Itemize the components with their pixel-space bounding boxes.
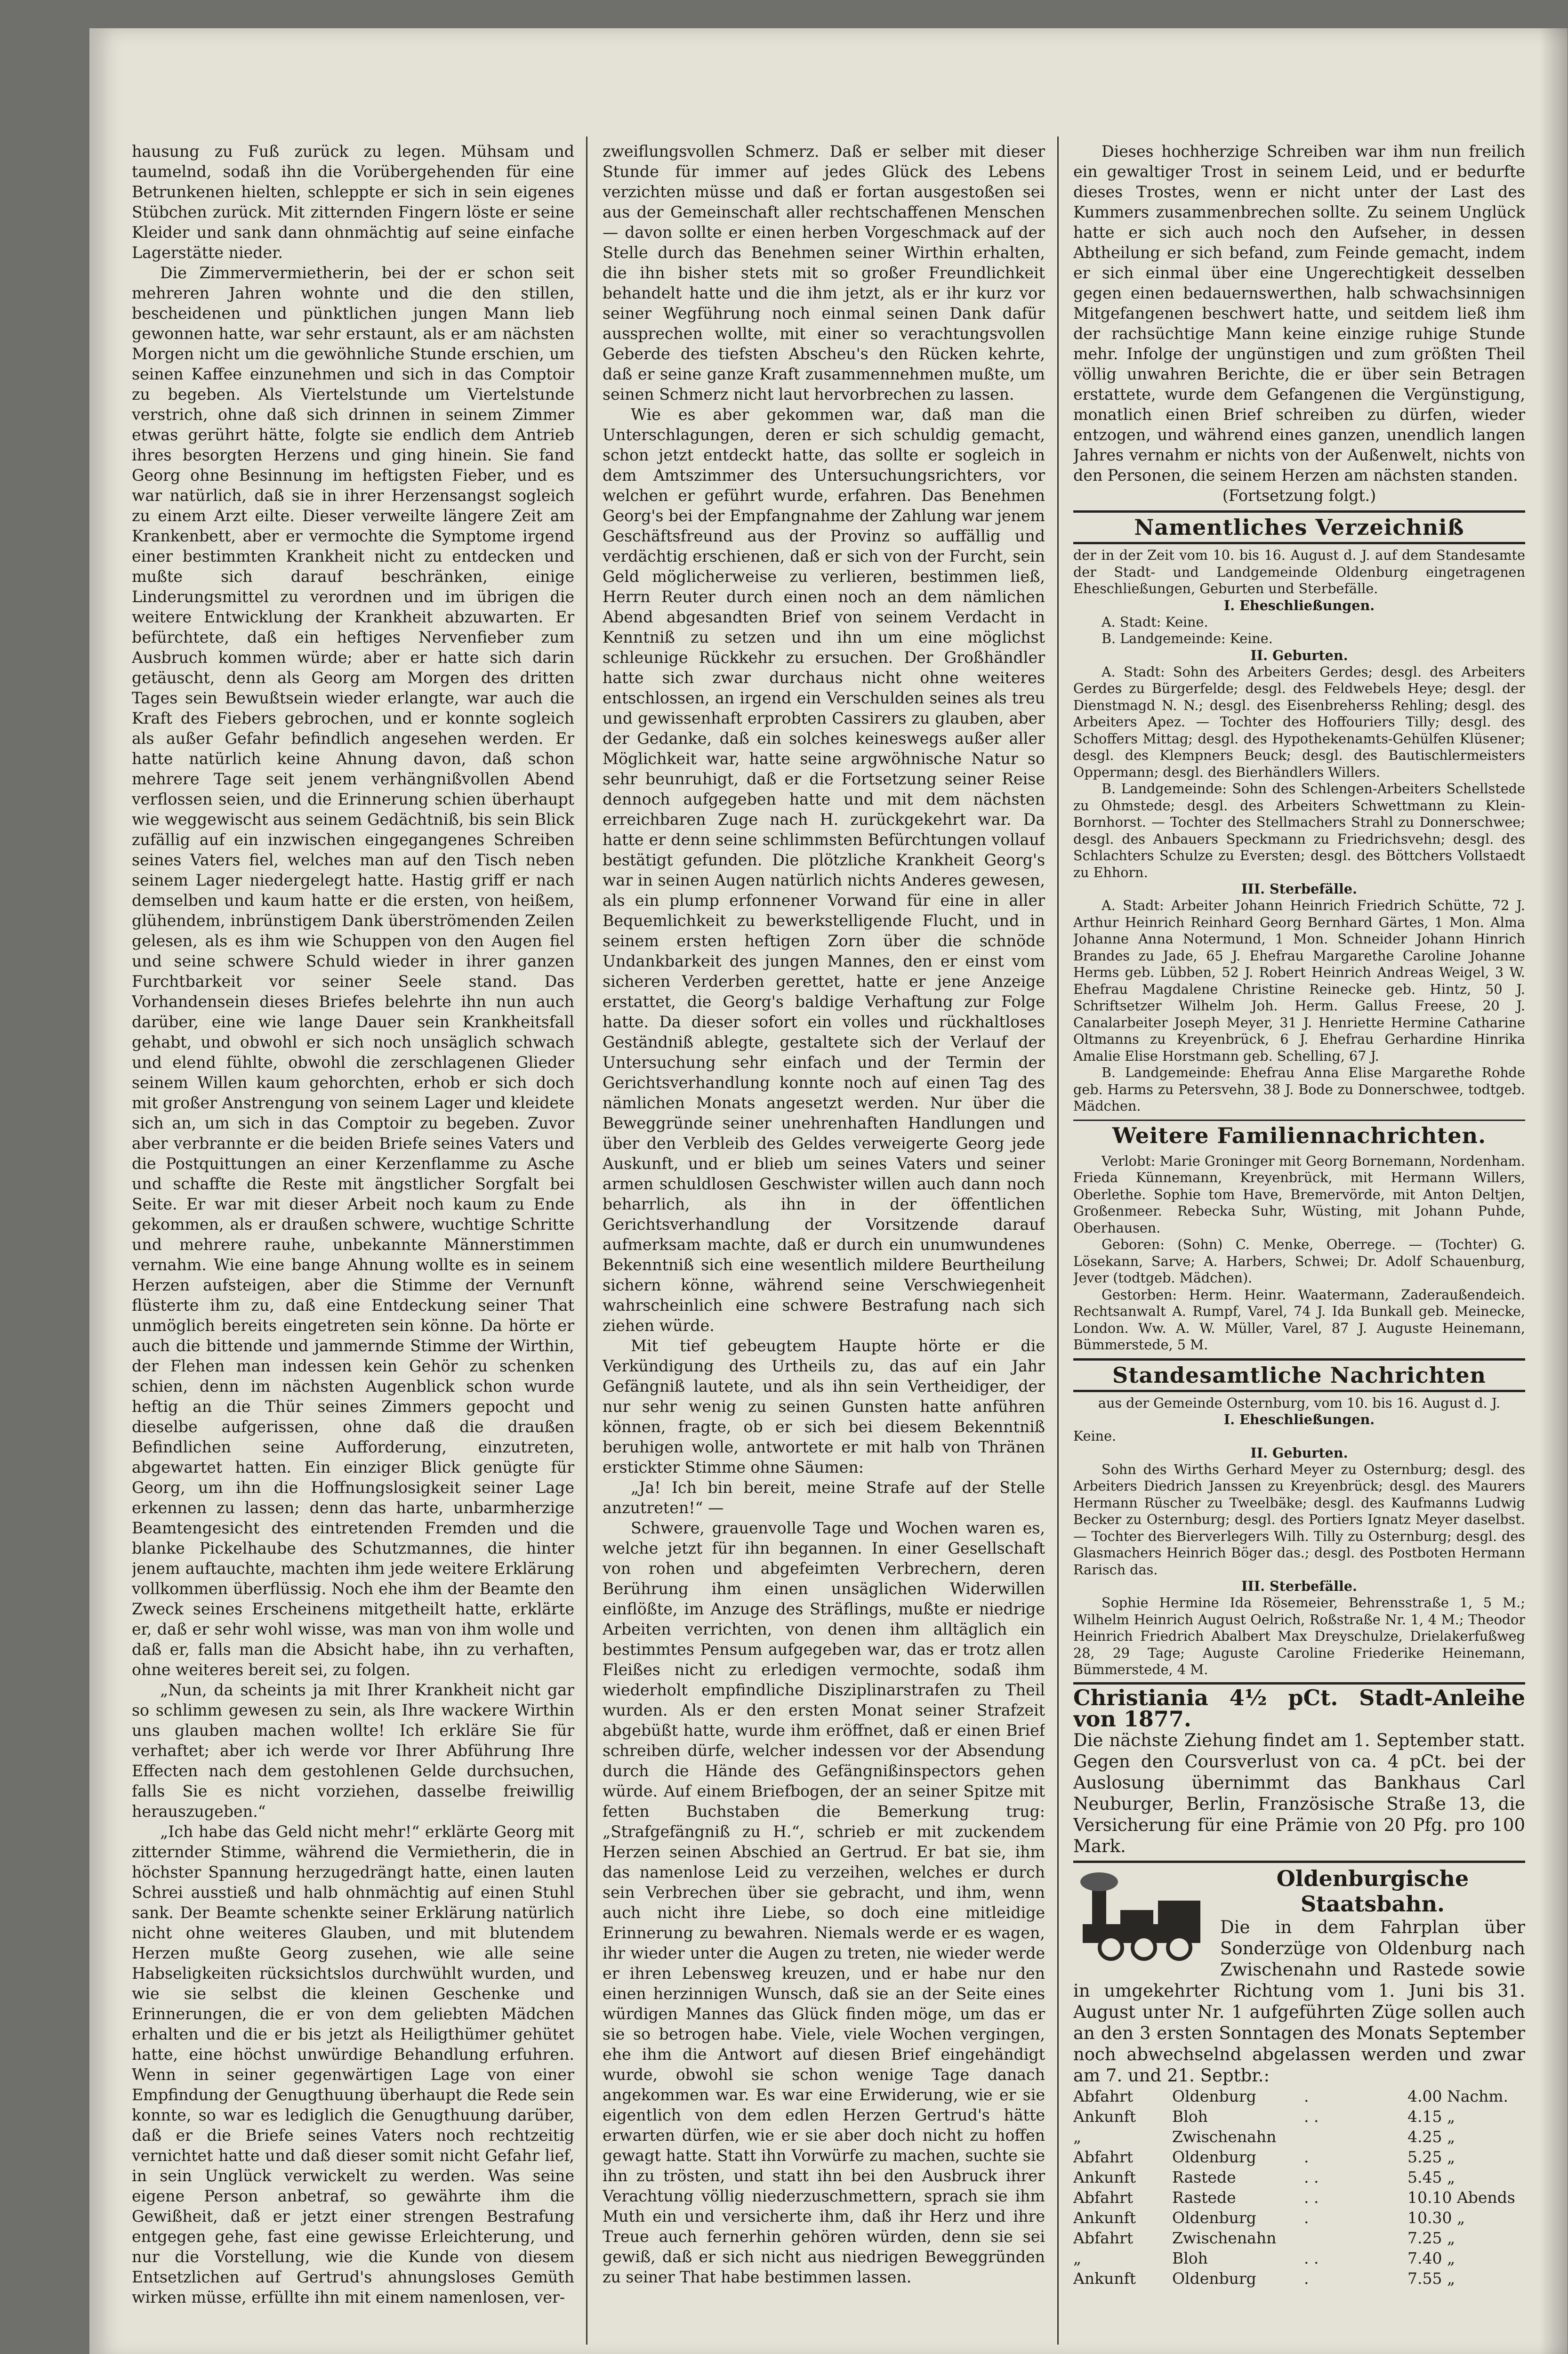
timetable-cell: 7.25 „ [1407, 2228, 1455, 2247]
page-fold-shadow [1539, 28, 1568, 2354]
register-entry: Sohn des Wirths Gerhard Meyer zu Osternburg; desgl. des Arbeiters Diedrich Janssen zu Kreyenbrück; desgl. des Maurers Hermann Rüscher zu Tweelbäke; desgl. des Kaufmanns Ludwig Becker zu Osternburg; desgl. des Portiers Ignatz Meyer daselbst. — Tochter des Bierverlegers Wilh. Tilly zu Osternburg; desgl. des Glasmachers Heinrich Böger das.; desgl. des Postboten Hermann Rarisch das. [1073, 1461, 1525, 1578]
paragraph: Schwere, grauenvolle Tage und Wochen waren es, welche jetzt für ihn begannen. In einer Gesellschaft von rohen und abgefeimten Verbrechern, deren Berührung ihm einen unsäglichen Widerwillen einflößte, im Anzuge des Sträflings, mußte er niedrige Arbeiten verrichten, von denen ihm alltäglich ein bestimmtes Pensum aufgegeben war, das er trotz allen Fleißes nicht zu erledigen vermochte, sodaß ihm wiederholt empfindliche Disziplinarstrafen zu Theil wurden. Als er den ersten Monat seiner Strafzeit abgebüßt hatte, wurde ihm eröffnet, daß er einen Brief schreiben dürfe, welcher indessen vor der Absendung durch die Hände des Gefängnißinspectors gehen würde. Auf einem Briefbogen, der an seiner Spitze mit fetten Buchstaben die Bemerkung trug: „Strafgefängniß zu H.“, schrieb er mit zuckendem Herzen seinen Abschied an Gertrud. Er bat sie, ihm das namenlose Leid zu verzeihen, welches er durch sein Verbrechen über sie gebracht, und ihm, wenn auch nicht ihre Liebe, so doch eine mitleidige Erinnerung zu bewahren. Niemals werde er es wagen, ihr wieder unter die Augen zu treten, nie wieder werde er ihren Lebensweg kreuzen, und er habe nur den einen herzinnigen Wunsch, daß sie an der Seite eines würdigen Mannes das Glück finden möge, um das er sie so betrogen habe. Viele, viele Wochen vergingen, ehe ihm die Antwort auf diesen Brief eingehändigt wurde, obwohl sie schon wenige Tage danach angekommen war. Es war eine Erwiderung, wie er sie eigentlich von dem edlen Herzen Gertrud's hätte erwarten dürfen, wie er sie aber doch nicht zu hoffen gewagt hatte. Statt ihn Vorwürfe zu machen, suchte sie ihn zu trösten, und statt ihn bei den Ausbruck ihrer Verachtung völlig niederzuschmettern, sprach sie ihm Muth ein und versicherte ihm, daß ihr Herz und ihre Treue auch fernerhin gehören würden, denn sie sei gewiß, daß er sich nicht aus niedrigen Beweggründen zu seiner That habe bestimmen lassen. [603, 1519, 1045, 2286]
section-heading: III. Sterbefälle. [1241, 1578, 1358, 1594]
timetable-cell: . [1304, 2269, 1309, 2288]
timetable-cell: 4.15 „ [1407, 2107, 1455, 2126]
timetable-cell: Ankunft [1073, 2107, 1136, 2126]
column-rule [1057, 137, 1059, 2345]
timetable-cell: . . [1304, 2249, 1319, 2267]
ad-headline: Oldenburgische Staatsbahn. [1276, 1865, 1469, 1917]
register-entry: A. Stadt: Keine. [1102, 613, 1208, 630]
timetable-cell: Bloh [1172, 2249, 1208, 2267]
family-news-entry: Gestorben: Herm. Heinr. Waatermann, Zaderaußendeich. Rechtsanwalt A. Rumpf, Varel, 74 J. Ida Bunkall geb. Meinecke, London. Ww. A. W. Müller, Varel, 87 J. Auguste Heinemann, Bümmerstede, 5 M. [1073, 1286, 1525, 1353]
timetable-cell: 10.10 Abends [1407, 2188, 1515, 2207]
timetable-cell: Oldenburg [1172, 2147, 1256, 2166]
register-entry: B. Landgemeinde: Keine. [1102, 630, 1273, 646]
locomotive-icon [1073, 1868, 1214, 1962]
paragraph: Die Zimmervermietherin, bei der er schon seit mehreren Jahren wohnte und die den stillen, bescheidenen und pünktlichen jungen Mann lieb gewonnen hatte, war sehr erstaunt, als er am nächsten Morgen nicht um die gewöhnliche Stunde erschien, um seinen Kaffee einzunehmen und sich in das Comptoir zu begeben. Als Viertelstunde um Viertelstunde verstrich, ohne daß sich drinnen in seinem Zimmer etwas gerührt hätte, folgte sie endlich dem Antrieb ihres besorgten Herzens und ging hinein. Sie fand Georg ohne Besinnung im heftigsten Fieber, und es war natürlich, daß sie in ihrer Herzensangst sogleich zu einem Arzt eilte. Dieser verweilte längere Zeit am Krankenbett, aber er vermochte die Symptome irgend einer bestimmten Krankheit nicht zu entdecken und mußte sich darauf beschränken, einige Linderungsmittel zu verordnen und im übrigen die weitere Entwicklung der Krankheit abzuwarten. Er befürchtete, daß ein heftiges Nervenfieber zum Ausbruch kommen würde; aber er hatte sich darin getäuscht, denn als Georg am Morgen des dritten Tages sein Bewußtsein wieder erlangte, war auch die Kraft des Fiebers gebrochen, und er konnte sogleich als außer Gefahr befindlich angesehen werden. Er hatte natürlich keine Ahnung davon, daß schon mehrere Tage seit jenem verhängnißvollen Abend verflossen seien, und die Erinnerung schien überhaupt wie weggewischt aus seinem Gedächtniß, bis sein Blick zufällig auf ein inzwischen eingegangenes Schreiben seines Vaters fiel, welches man auf den Tisch neben seinem Lager niedergelegt hatte. Hastig griff er nach demselben und kaum hatte er die ersten, von heißem, glühendem, inbrünstigem Dank überströmenden Zeilen gelesen, als es ihm wie Schuppen von den Augen fiel und seine schwere Schuld wieder in ihrer ganzen Furchtbarkeit vor seiner Seele stand. Das Vorhandensein dieses Briefes belehrte ihn nun auch darüber, eine wie lange Dauer sein Krankheitsfall gehabt, und obwohl er sich noch unsäglich schwach und elend fühlte, obwohl die zerschlagenen Glieder seinem Willen kaum gehorchten, erhob er sich doch mit großer Anstrengung von seinem Lager und kleidete sich an, um sich in das Comptoir zu begeben. Zuvor aber verbrannte er die beiden Briefe seines Vaters und die Postquittungen an einer Kerzenflamme zu Asche und schaffte die Reste mit ängstlicher Sorgfalt bei Seite. Er war mit dieser Arbeit noch kaum zu Ende gekommen, als er draußen schwere, wuchtige Schritte und mehrere rauhe, unbekannte Männerstimmen vernahm. Wie eine bange Ahnung wollte es in seinem Herzen aufsteigen, aber die Stimme der Vernunft flüsterte ihm zu, daß eine Entdeckung seiner That unmöglich bereits eingetreten sein könne. Da hörte er auch die bittende und jammernde Stimme der Wirthin, der Flehen man indessen kein Gehör zu schenken schien, denn im nächsten Augenblick schon wurde heftig an die Thür seines Zimmers gepocht und dieselbe aufgerissen, ohne daß die draußen Befindlichen seine Aufforderung, einzutreten, abgewartet hatten. Ein einziger Blick genügte für Georg, um ihn die Hoffnungslosigkeit seiner Lage erkennen zu lassen; denn das harte, unbarmherzige Beamtengesicht des eintretenden Fremden und die blanke Pickelhaube des Schutzmannes, die hinter jenem auftauchte, machten ihm jede weitere Erklärung vollkommen überflüssig. Noch ehe ihm der Beamte den Zweck seines Erscheinens mitgetheilt hatte, erklärte er, daß er sehr wohl wisse, was man von ihm wolle und daß er, falls man die Absicht habe, ihn zu verhaften, ohne weiteres bereit sei, zu folgen. [132, 264, 574, 1679]
continuation-note: (Fortsetzung folgt.) [1222, 486, 1376, 505]
advertisement-christiania [1073, 1682, 1525, 1857]
paragraph: „Ich habe das Geld nicht mehr!“ erklärte Georg mit zitternder Stimme, während die Vermietherin, die in höchster Spannung herzugedrängt hatte, einen lauten Schrei ausstieß und halb ohnmächtig auf einen Stuhl sank. Der Beamte schenkte seiner Erklärung natürlich nicht ohne weiteres Glauben, und mit blutendem Herzen mußte Georg zusehen, wie alle seine Habseligkeiten rücksichtslos durchwühlt wurden, und wie sie selbst die kleinen Geschenke und Erinnerungen, die er von dem geliebten Mädchen erhalten und die er bis jetzt als Heiligthümer gehütet hatte, eine höchst unwürdige Behandlung erfuhren. Wenn in seiner gegenwärtigen Lage von einer Empfindung der Genugthuung überhaupt die Rede sein konnte, so war es lediglich die Genugthuung darüber, daß er die Briefe seines Vaters noch rechtzeitig vernichtet hatte und daß dieser somit nicht Gefahr lief, in sein Unglück verwickelt zu werden. Was seine eigene Person anbetraf, so gewährte ihm die Gewißheit, daß er jetzt einer strengen Bestrafung entgegen gehe, fast eine gewisse Erleichterung, und nur die Vorstellung, wie die Kunde von diesem Entsetzlichen auf Gertrud's ahnungsloses Gemüth wirken müsse, erfüllte ihn mit einem namenlosen, ver- [132, 1822, 574, 2306]
register-entry: Sophie Hermine Ida Rösemeier, Behrensstraße 1, 5 M.; Wilhelm Heinrich August Oelrich, Roßstraße Nr. 1, 4 M.; Theodor Heinrich Friedrich Abalbert Max Dreyschulze, Drielakerfußweg 28, 29 Tage; Auguste Caroline Friederike Heinemann, Bümmerstede, 4 M. [1073, 1595, 1525, 1677]
section-heading: III. Sterbefälle. [1241, 881, 1358, 897]
timetable-cell: . . [1304, 2107, 1319, 2126]
newspaper-page [89, 28, 1568, 2354]
timetable-cell: Oldenburg [1172, 2087, 1256, 2105]
register-entry: A. Stadt: Sohn des Arbeiters Gerdes; desgl. des Arbeiters Gerdes zu Bürgerfelde; desgl. des Feldwebels Heye; desgl. der Dienstmagd N. N.; desgl. des Eisenbreherss Rehling; desgl. des Arbeiters Apez. — Tochter des Hoffouriers Tilly; desgl. des Schoffers Mittag; desgl. des Hypothekenamts-Gehülfen Klüsener; desgl. des Klempners Beuck; desgl. des Bautischlermeisters Oppermann; desgl. des Bierhändlers Willers. [1073, 663, 1525, 780]
timetable-cell: Ankunft [1073, 2269, 1136, 2288]
timetable-cell: 4.25 „ [1407, 2127, 1455, 2146]
timetable-cell: . [1304, 2087, 1309, 2105]
timetable-cell: Bloh [1172, 2107, 1208, 2126]
register-entry: B. Landgemeinde: Ehefrau Anna Elise Margarethe Rohde geb. Harms zu Petersvehn, 38 J. Bode zu Donnerschwee, todtgeb. Mädchen. [1073, 1064, 1525, 1114]
register-entry: Keine. [1073, 1428, 1117, 1444]
paragraph: „Nun, da scheints ja mit Ihrer Krankheit nicht gar so schlimm gewesen zu sein, als Ihre wackere Wirthin uns glauben machen wollte! Ich erkläre Sie für verhaftet; aber ich werde vor Ihrer Abführung Ihre Effecten nach dem gestohlenen Gelde durchsuchen, falls Sie es nicht vorziehen, dasselbe freiwillig herauszugeben.“ [132, 1681, 574, 1821]
timetable-cell: Oldenburg [1172, 2269, 1256, 2288]
osternburg-subheading: aus der Gemeinde Osternburg, vom 10. bis 16. August d. J. [1098, 1395, 1501, 1411]
section-heading: II. Geburten. [1250, 647, 1348, 663]
timetable-cell: Abfahrt [1073, 2147, 1134, 2166]
ad-headline: Christiania 4½ pCt. Stadt-Anleihe von 1877. [1073, 1685, 1525, 1732]
family-news-heading: Weitere Familiennachrichten. [1073, 1120, 1525, 1150]
timetable-cell: 10.30 „ [1407, 2208, 1465, 2227]
column-right [1073, 141, 1525, 2289]
timetable-cell: . . [1304, 2188, 1319, 2207]
timetable-cell [1304, 2127, 1407, 2147]
timetable-cell: 5.45 „ [1407, 2168, 1455, 2186]
timetable-cell: Abfahrt [1073, 2188, 1134, 2207]
timetable-cell: „ [1073, 2127, 1082, 2146]
timetable-cell: „ [1073, 2249, 1082, 2267]
section-heading: I. Eheschließungen. [1223, 1411, 1375, 1427]
timetable-cell: 4.00 Nachm. [1407, 2087, 1509, 2105]
column-middle [603, 141, 1045, 2287]
timetable-cell: 7.40 „ [1407, 2249, 1455, 2267]
timetable-cell: Rastede [1172, 2168, 1236, 2186]
advertisement-railway [1073, 1861, 1525, 2289]
paragraph: hausung zu Fuß zurück zu legen. Mühsam und taumelnd, sodaß ihn die Vorübergehenden für eine Betrunkenen hielten, schleppte er sich in sein eigenes Stübchen zurück. Mit zitternden Fingern löste er seine Kleider und sank dann ohnmächtig auf seine einfache Lagerstätte nieder. [132, 142, 574, 262]
timetable-cell: Oldenburg [1172, 2208, 1256, 2227]
timetable-cell: 5.25 „ [1407, 2147, 1455, 2166]
timetable-cell: Ankunft [1073, 2168, 1136, 2186]
paragraph: „Ja! Ich bin bereit, meine Strafe auf der Stelle anzutreten!“ — [603, 1478, 1045, 1517]
ad-body: Die in dem Fahrplan über Sonderzüge von Oldenburg nach Zwischenahn und Rastede sowie in umgekehrter Richtung vom 1. Juni bis 31. August unter Nr. 1 aufgeführten Züge sollen auch an den 3 ersten Sonntagen des Monats September noch abwechselnd abgelassen werden und zwar am 7. und 21. Septbr.: [1073, 1917, 1525, 2086]
timetable-cell: . [1304, 2147, 1309, 2166]
timetable-cell: Zwischenahn [1172, 2228, 1277, 2247]
paragraph: Mit tief gebeugtem Haupte hörte er die Verkündigung des Urtheils zu, das auf ein Jahr Gefängniß lautete, und als ihn sein Vertheidiger, der nur sehr wenig zu seinen Gunsten hatte anführen können, fragte, ob er sich bei diesem Bekenntniß beruhigen wolle, antwortete er mit halb von Thränen erstickter Stimme ohne Säumen: [603, 1337, 1045, 1476]
timetable-cell: . [1304, 2208, 1309, 2227]
timetable [1073, 2086, 1525, 2289]
register-heading: Namentliches Verzeichniß [1073, 510, 1525, 544]
timetable-cell: . . [1304, 2168, 1319, 2186]
paragraph: Dieses hochherzige Schreiben war ihm nun freilich ein gewaltiger Trost in seinem Leid, und er bedurfte dieses Trostes, wenn er nicht unter der Last des Kummers zusammenbrechen sollte. Zu seinem Unglück hatte er sich auch noch den Aufseher, in dessen Abtheilung er sich befand, zum Feinde gemacht, indem er sich einmal über eine Ungerechtigkeit desselben gegen einen bedauernswerthen, halb schwachsinnigen Mitgefangenen beschwert hatte, und seitdem ließ ihm der rachsüchtige Mann keine einzige ruhige Stunde mehr. Infolge der ungünstigen und zum größten Theil völlig unwahren Berichte, die er über sein Betragen erstattete, wurde dem Gefangenen die Vergünstigung, monatlich einen Brief schreiben zu dürfen, wieder entzogen, und während eines ganzen, unendlich langen Jahres vernahm er nichts von der Außenwelt, nichts von den Personen, die seinem Herzen am nächsten standen. [1073, 142, 1525, 484]
timetable-cell: Rastede [1172, 2188, 1236, 2207]
timetable-cell [1304, 2228, 1407, 2248]
column-rule [586, 137, 587, 2345]
register-subheading: der in der Zeit vom 10. bis 16. August d. J. auf dem Standesamte der Stadt- und Landgemeinde Oldenburg eingetragenen Eheschließungen, Geburten und Sterbefälle. [1073, 547, 1525, 597]
section-heading: I. Eheschließungen. [1223, 597, 1375, 613]
family-news-entry: Verlobt: Marie Groninger mit Georg Bornemann, Nordenham. Frieda Künnemann, Kreyenbrück, mit Hermann Willers, Oberlethe. Sophie tom Have, Bremervörde, mit Anton Deltjen, Großenmeer. Rebecka Suhr, Wüsting, mit Johann Puhde, Oberhausen. [1073, 1153, 1525, 1236]
register-entry: A. Stadt: Arbeiter Johann Heinrich Friedrich Schütte, 72 J. Arthur Heinrich Reinhard Georg Bernhard Gärtes, 1 Mon. Alma Johanne Anna Notermund, 1 Mon. Schneider Johann Hinrich Brandes zu Jade, 65 J. Ehefrau Margarethe Caroline Johanne Herms geb. Lübben, 52 J. Robert Heinrich Andreas Weigel, 3 W. Ehefrau Magdalene Christine Reinecke geb. Hintz, 50 J. Schriftsetzer Wilhelm Joh. Herm. Gallus Freese, 20 J. Canalarbeiter Joseph Meyer, 31 J. Henriette Hermine Catharine Oltmanns zu Kreyenbrück, 6 J. Ehefrau Gerhardine Hinrika Amalie Elise Horstmann geb. Schelling, 67 J. [1073, 897, 1525, 1064]
paragraph: Wie es aber gekommen war, daß man die Unterschlagungen, deren er sich schuldig gemacht, schon jetzt entdeckt hatte, das sollte er sogleich in dem Amtszimmer des Untersuchungsrichters, vor welchen er geführt wurde, erfahren. Das Benehmen Georg's bei der Empfangnahme der Zahlung war jenem Geschäftsfreund aus der Provinz so auffällig und verdächtig erschienen, daß er sich von der Furcht, sein Geld möglicherweise zu verlieren, bestimmen ließ, Herrn Reuter durch einen noch an dem nämlichen Abend abgesandten Brief von seinem Verdacht in Kenntniß zu setzen und ihn um eine möglichst schleunige Rückkehr zu ersuchen. Der Großhändler hatte sich zwar durchaus nicht ohne weiteres entschlossen, an irgend ein Verschulden seines als treu und gewissenhaft erprobten Cassirers zu glauben, aber der Gedanke, daß ein solches keineswegs außer aller Möglichkeit war, hatte seine argwöhnische Natur so sehr beunruhigt, daß er die Fortsetzung seiner Reise dennoch aufgegeben hatte und mit dem nächsten erreichbaren Zuge nach H. zurückgekehrt war. Da hatte er denn seine schlimmsten Befürchtungen vollauf bestätigt gefunden. Die plötzliche Krankheit Georg's war in seinen Augen natürlich nichts Anderes gewesen, als ein plump erfonnener Vorwand für eine in aller Bequemlichkeit zu bewerkstelligende Flucht, und in seinem ersten heftigen Zorn über die schnöde Undankbarkeit des jungen Mannes, den er einst vom sicheren Verderben gerettet, hatte er jene Anzeige erstattet, die Georg's baldige Verhaftung zur Folge hatte. Da dieser sofort ein volles und rückhaltloses Geständniß ablegte, gestaltete sich der Verlauf der Untersuchung sehr einfach und der Termin der Gerichtsverhandlung konnte noch auf einen Tag des nämlichen Monats angesetzt werden. Nur über die Beweggründe seiner unehrenhaften Handlungen und über den Verbleib des Geldes verweigerte Georg jede Auskunft, und er blieb um seines Vaters und seiner armen schuldlosen Geschwister willen auch dann noch beharrlich, als ihn in der öffentlichen Gerichtsverhandlung der Vorsitzende darauf aufmerksam machte, daß er durch ein unumwundenes Bekenntniß sich eine wesentlich mildere Beurtheilung sichern könne, während seine Verschwiegenheit wahrscheinlich eine schwere Bestrafung nach sich ziehen würde. [603, 405, 1045, 1335]
osternburg-heading: Standesamtliche Nachrichten [1073, 1358, 1525, 1392]
timetable-cell: Abfahrt [1073, 2228, 1134, 2247]
timetable-cell: Ankunft [1073, 2208, 1136, 2227]
paragraph: zweiflungsvollen Schmerz. Daß er selber mit dieser Stunde für immer auf jedes Glück des Lebens verzichten müsse und daß er fortan ausgestoßen sei aus der Gemeinschaft aller rechtschaffenen Menschen — davon sollte er einen herben Vorgeschmack auf der Stelle durch das Benehmen seiner Wirthin erhalten, die ihn bisher stets mit so großer Freundlichkeit behandelt hatte und die ihm jetzt, als er ihr kurz vor seiner Wegführung noch einmal seinen Dank dafür aussprechen wollte, mit einer so verachtungsvollen Geberde des tiefsten Abscheu's den Rücken kehrte, daß er seine ganze Kraft zusammennehmen mußte, um seinen Schmerz nicht laut hervorbrechen zu lassen. [603, 142, 1045, 403]
timetable-cell: 7.55 „ [1407, 2269, 1455, 2288]
timetable-cell: Zwischenahn [1172, 2127, 1277, 2146]
family-news-entry: Geboren: (Sohn) C. Menke, Oberrege. — (Tochter) G. Lösekann, Sarve; A. Harbers, Schwei; Dr. Adolf Schauenburg, Jever (todtgeb. Mädchen). [1073, 1236, 1525, 1286]
section-heading: II. Geburten. [1250, 1444, 1348, 1461]
column-left [132, 141, 574, 2307]
register-entry: B. Landgemeinde: Sohn des Schlengen-Arbeiters Schellstede zu Ohmstede; desgl. des Arbeiters Schwettmann zu Klein-Bornhorst. — Tochter des Stellmachers Strahl zu Donnerschwee; desgl. des Anbauers Speckmann zu Friedrichsvehn; desgl. des Schlachters Schulze zu Eversten; desgl. des Böttchers Vollstaedt zu Ehhorn. [1073, 781, 1525, 880]
ad-body: Die nächste Ziehung findet am 1. September statt. Gegen den Coursverlust von ca. 4 pCt. bei der Auslosung übernimmt das Bankhaus Carl Neuburger, Berlin, Französische Straße 13, die Versicherung für eine Prämie von 20 Pfg. pro 100 Mark. [1073, 1730, 1525, 1856]
timetable-cell: Abfahrt [1073, 2087, 1134, 2105]
